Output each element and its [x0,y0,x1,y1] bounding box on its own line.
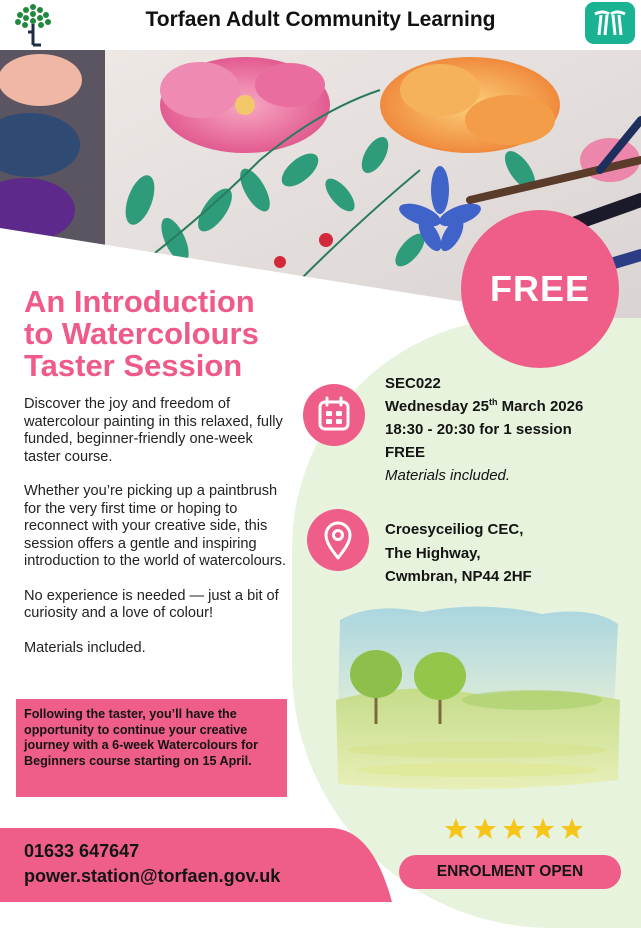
address-line: Cwmbran, NP44 2HF [385,568,532,585]
location-pin-icon [307,509,369,571]
calendar-icon [303,384,365,446]
free-badge: FREE [461,210,619,368]
address-line: The Highway, [385,544,481,562]
session-price: FREE [385,444,426,461]
star-icon [445,818,467,839]
star-icon [561,818,583,839]
title-line: Taster Session [24,348,243,383]
title-line: to Watercolours [24,316,259,351]
org-title: Torfaen Adult Community Learning [145,8,496,31]
address-line: Croesyceiliog CEC, [385,521,524,538]
star-icon [474,818,496,839]
torfaen-council-logo-icon [585,2,635,44]
star-rating [443,816,593,846]
email-address[interactable]: power.station@torfaen.gov.uk [24,866,281,886]
course-title [24,286,344,382]
star-icon [532,818,554,839]
session-time: 18:30 - 20:30 for 1 session [385,421,572,438]
description-paragraph: Whether you’re picking up a paintbrush for the very first time or hoping to reconnect with your creative side, this session offers a gentle and inspiring introduction to the world of watercolours. [24,483,287,569]
star-icon [503,818,525,839]
phone-number[interactable]: 01633 647647 [24,841,140,861]
course-code: SEC022 [385,375,441,392]
description-paragraph: Materials included. [24,639,146,656]
description-paragraph: Discover the joy and freedom of watercolour painting in this relaxed, fully funded, beginner-friendly one-week taster course. [24,396,283,465]
watercolour-landscape-illustration [332,600,622,796]
session-details [385,372,635,487]
contact-banner [0,828,400,902]
venue-address [385,518,635,589]
description-paragraph: No experience is needed — just a bit of curiosity and a love of colour! [24,587,279,621]
header [0,0,641,50]
enrolment-open-button[interactable]: ENROLMENT OPEN [399,855,621,889]
materials-note: Materials included. [385,467,511,484]
course-description [24,396,286,674]
follow-on-course-banner: Following the taster, you’ll have the opportunity to continue your creative journey with a 6-week Watercolours for Beginners course starting on 15 April. [16,699,287,797]
title-line: An Introduction [24,284,255,319]
session-date: Wednesday 25th March 2026 [385,397,584,415]
